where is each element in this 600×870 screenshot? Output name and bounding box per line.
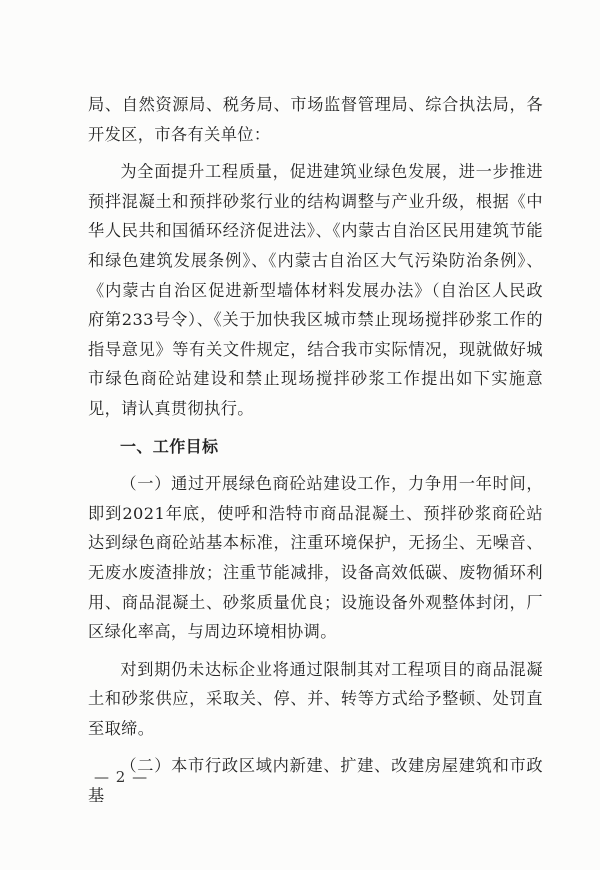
page-number: — 2 — <box>94 768 149 786</box>
recipient-continuation: 局、自然资源局、税务局、市场监督管理局、综合执法局，各开发区，市各有关单位： <box>88 95 543 144</box>
intro-paragraph: 为全面提升工程质量，促进建筑业绿色发展，进一步推进预拌混凝土和预拌砂浆行业的结构调整与产业升级，根据《中华人民共和国循环经济促进法》、《内蒙古自治区民用建筑节能和绿色建筑发展条例》、《内蒙古自治区大气污染防治条例》、《内蒙古自治区促进新型墙体材料发展办法》（自治区人民政府第233号令）、《关于加快我区城市禁止现场搅拌砂浆工作的指导意见》等有关文件规定，结合我市实际情况，现就做好城市绿色商砼站建设和禁止现场搅拌砂浆工作提出如下实施意见，请认真贯彻执行。 <box>88 162 543 418</box>
document-body <box>88 90 543 811</box>
section-heading-goals: 一、工作目标 <box>120 436 219 456</box>
enforcement-paragraph: 对到期仍未达标企业将通过限制其对工程项目的商品混凝土和砂浆供应，采取关、停、并、转等方式给予整顿、处罚直至取缔。 <box>88 659 543 738</box>
goal-item-1: （一）通过开展绿色商砼站建设工作，力争用一年时间，即到2021年底，使呼和浩特市商品混凝土、预拌砂浆商砼站达到绿色商砼站基本标准，注重环境保护，无扬尘、无噪音、无废水废渣排放；注重节能减排，设备高效低碳、废物循环利用、商品混凝土、砂浆质量优良；设施设备外观整体封闭，厂区绿化率高，与周边环境相协调。 <box>88 474 543 642</box>
goal-item-2-start: （二）本市行政区域内新建、扩建、改建房屋建筑和市政基 <box>88 756 543 806</box>
